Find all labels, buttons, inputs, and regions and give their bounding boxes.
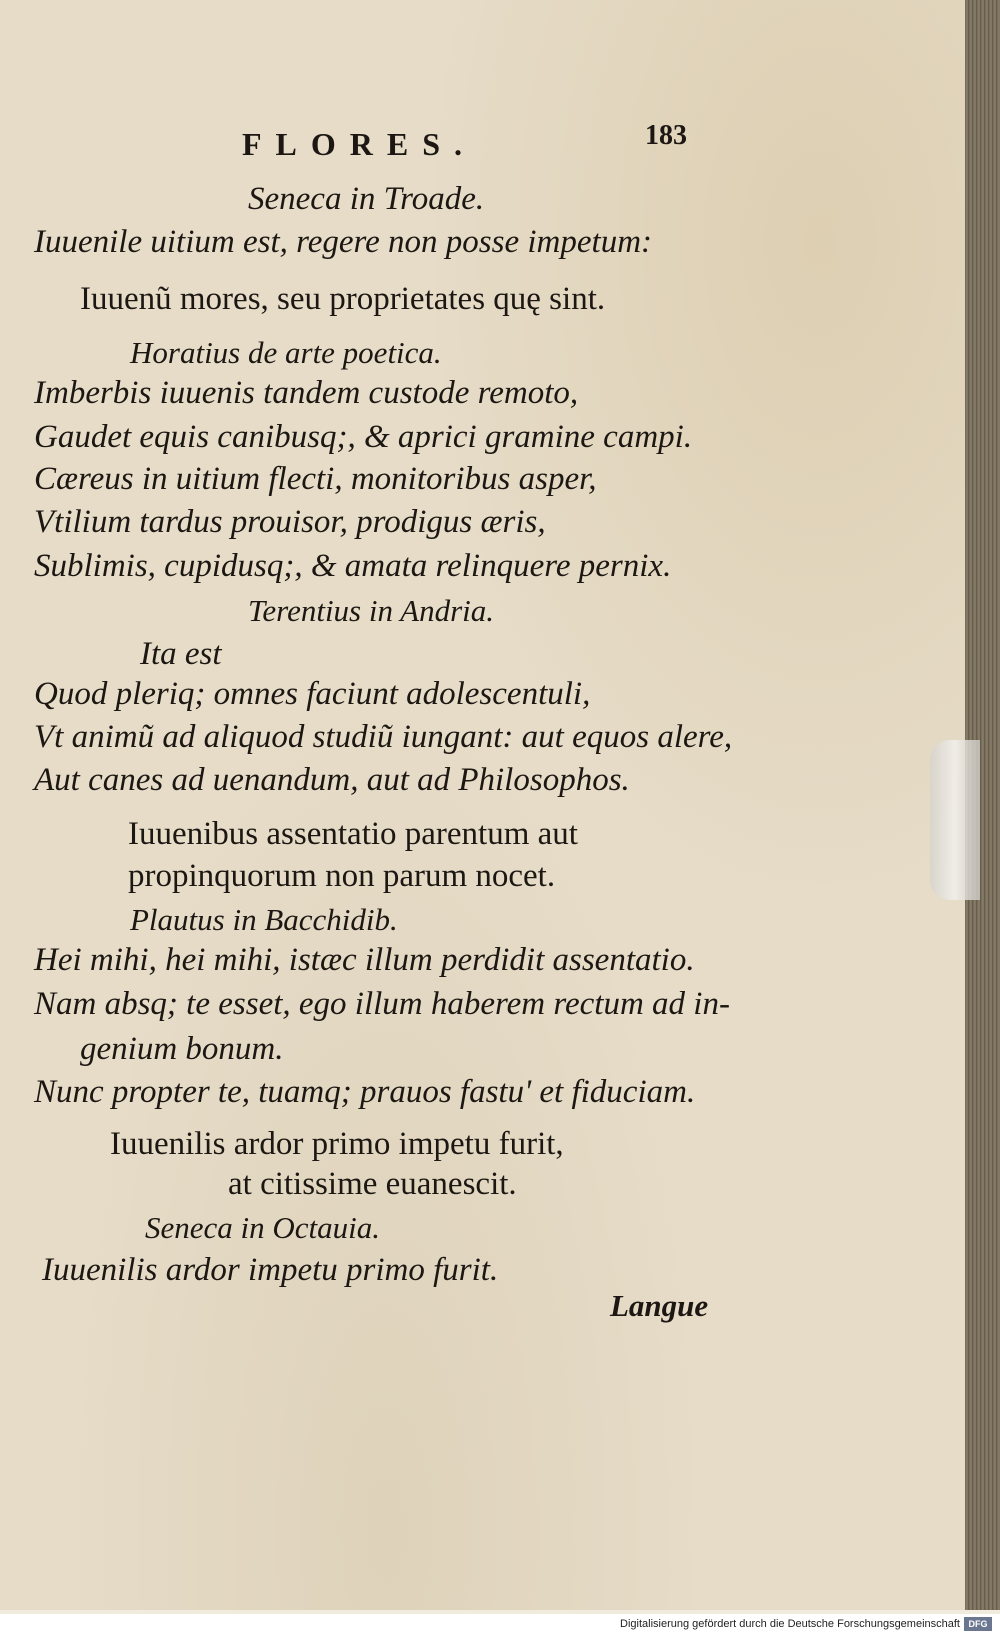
text-line: genium bonum. bbox=[80, 1031, 284, 1067]
source-attribution: Plautus in Bacchidib. bbox=[130, 902, 398, 937]
text-line: Vtilium tardus prouisor, prodigus æris, bbox=[34, 504, 546, 540]
text-line: Nunc propter te, tuamq; prauos fastu' et fiduciam. bbox=[34, 1074, 696, 1110]
source-attribution: Horatius de arte poetica. bbox=[130, 335, 442, 370]
text-line: Vt animũ ad aliquod studiũ iungant: aut equos alere, bbox=[34, 719, 733, 755]
digitization-footer bbox=[0, 1614, 1000, 1636]
text-line: Aut canes ad uenandum, aut ad Philosophos. bbox=[34, 762, 630, 798]
text-line: Seneca in Troade. bbox=[248, 181, 485, 217]
page-clip bbox=[930, 740, 980, 900]
text-line: Sublimis, cupidusq;, & amata relinquere pernix. bbox=[34, 548, 672, 584]
text-line: Iuuenilis ardor impetu primo furit. bbox=[42, 1252, 499, 1288]
section-heading: Iuuenilis ardor primo impetu furit, bbox=[110, 1126, 564, 1162]
text-line: Iuuenile uitium est, regere non posse impetum: bbox=[34, 224, 653, 260]
source-attribution: Seneca in Octauia. bbox=[145, 1210, 381, 1245]
section-heading: propinquorum non parum nocet. bbox=[128, 858, 556, 894]
text-line: Quod pleriq; omnes faciunt adolescentuli, bbox=[34, 676, 591, 712]
section-heading: Iuuenibus assentatio parentum aut bbox=[128, 816, 578, 852]
text-line: Gaudet equis canibusq;, & aprici gramine campi. bbox=[34, 419, 693, 455]
text-line: Cæreus in uitium flecti, monitoribus asper, bbox=[34, 461, 597, 497]
text-line: Ita est bbox=[140, 636, 222, 672]
section-heading: Iuuenũ mores, seu proprietates quę sint. bbox=[80, 281, 606, 317]
catchword: Langue bbox=[610, 1288, 709, 1323]
dfg-logo: DFG bbox=[964, 1617, 992, 1631]
running-title: FLORES. bbox=[242, 126, 477, 162]
page-number: 183 bbox=[645, 120, 687, 151]
source-attribution: Terentius in Andria. bbox=[248, 593, 495, 628]
footer-credit: Digitalisierung gefördert durch die Deutsche Forschungsgemeinschaft bbox=[620, 1618, 960, 1630]
text-line: Nam absq; te esset, ego illum haberem rectum ad in- bbox=[34, 986, 730, 1022]
section-heading: at citissime euanescit. bbox=[228, 1166, 517, 1202]
text-line: Imberbis iuuenis tandem custode remoto, bbox=[34, 375, 579, 411]
text-line: Hei mihi, hei mihi, istæc illum perdidit assentatio. bbox=[34, 942, 695, 978]
